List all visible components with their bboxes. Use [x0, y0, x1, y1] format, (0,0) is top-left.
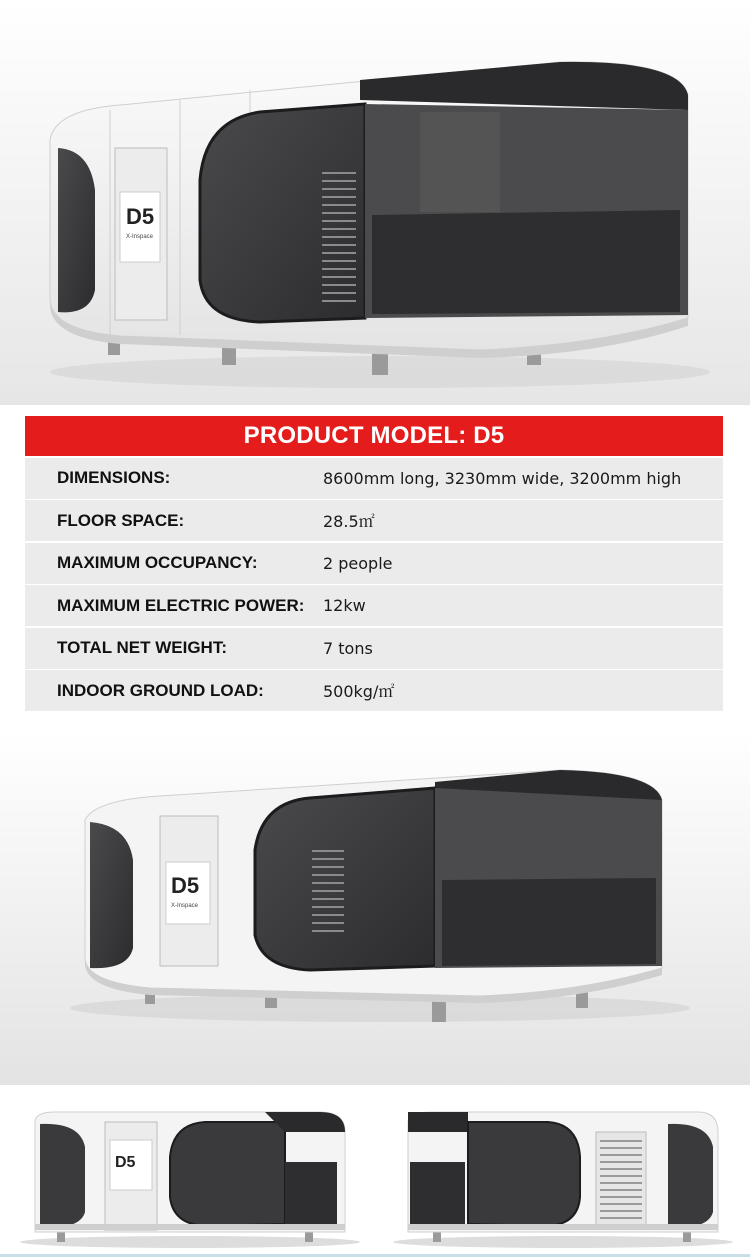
spec-row-ground-load — [25, 670, 723, 711]
side-view-left-image — [5, 1092, 375, 1252]
door-model-mark: D5 — [126, 204, 155, 229]
second-product-image — [0, 730, 750, 1085]
spec-value: 12kw — [323, 596, 366, 615]
door-brand-mark: X-Inspace — [171, 903, 199, 909]
spec-label: TOTAL NET WEIGHT: — [57, 638, 227, 657]
spec-table-title: PRODUCT MODEL: D5 — [25, 416, 723, 456]
door-model-mark: D5 — [171, 873, 200, 898]
door-brand-mark: X-Inspace — [126, 234, 154, 240]
spec-label: INDOOR GROUND LOAD: — [57, 680, 264, 700]
spec-value: 8600mm long, 3230mm wide, 3200mm high — [323, 468, 682, 488]
side-view-right-image — [378, 1092, 748, 1252]
spec-label: FLOOR SPACE: — [57, 510, 185, 530]
spec-value: 28.5㎡ — [323, 512, 375, 531]
spec-label: MAXIMUM OCCUPANCY: — [57, 553, 258, 572]
hero-product-image — [0, 0, 750, 405]
door-model-mark: D5 — [115, 1154, 136, 1171]
spec-table — [25, 416, 723, 711]
spec-row-electric-power — [25, 585, 723, 626]
spec-value: 2 people — [323, 553, 393, 573]
spec-value: 500kg/㎡ — [323, 682, 395, 701]
spec-row-dimensions — [25, 458, 723, 499]
spec-row-floor-space — [25, 500, 723, 541]
spec-value: 7 tons — [323, 638, 373, 658]
spec-label: DIMENSIONS: — [57, 468, 171, 487]
spec-row-net-weight — [25, 628, 723, 669]
spec-label: MAXIMUM ELECTRIC POWER: — [57, 595, 305, 615]
spec-row-occupancy — [25, 543, 723, 584]
